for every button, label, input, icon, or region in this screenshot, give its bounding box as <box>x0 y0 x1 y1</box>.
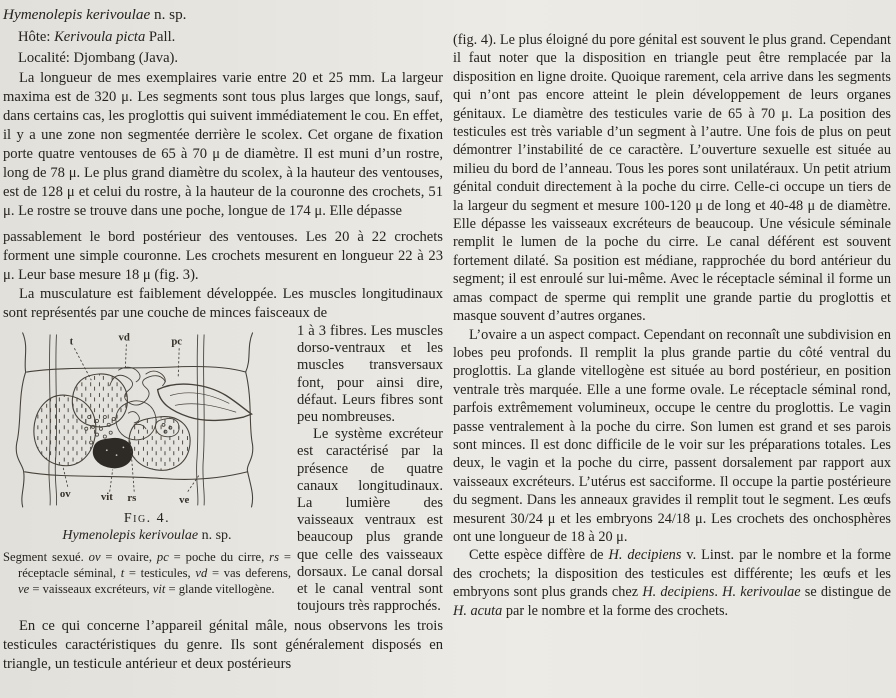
species-title: Hymenolepis kerivoulae n. sp. <box>3 6 187 23</box>
figure-block <box>3 327 291 597</box>
left-column <box>3 5 443 674</box>
paragraph-hooks: passablement le bord postérieur des ventouses. Les 20 à 22 crochets forment une simple couronne. Les crochets mesurent en longueur 22 à 23 μ. Leur base mesure 18 μ (fig. 3). <box>3 229 443 283</box>
figure-label-vit-icon: vit <box>100 491 113 504</box>
figure-label-vd-icon: vd <box>118 331 130 344</box>
paragraph-testes-cirrus: (fig. 4). Le plus éloigné du pore génital est souvent le plus grand. Cependant il faut noter que la disposition en triangle peut être remplacée par la disposition en ligne droite. Quoique rarement, cela arrive dans les segments qui n’ont pas encore atteint le plein développement de leurs organes génitaux. Le diamètre des testicules varie de 65 à 70 μ. La position des testicules est très variable d’un segment à l’autre. Une fois de plus on peut démontrer l’instabilité de ce caractère. L’ouverture sexuelle est située au milieu du bord de l’anneau. Tous les pores sont unilatéraux. Un petit atrium génital conduit directement à la poche du cirre. Celle-ci occupe un tiers de la largeur du segment et mesure 100-120 μ de long et 40-48 μ de diamètre. Elle dépasse les vaisseaux excréteurs de beaucoup. Une vésicule séminale remplit le lumen de la poche du cirre. Le canal déférent est souvent fortement dilaté. Sa position est médiane, rapprochée du bord antérieur du segment; il est enroulé sur lui-même. Avec le réceptacle séminal il forme un amas compact de sperme qui remplit une grande partie du proglottis et masque souvent d’autres organes. <box>453 32 891 325</box>
figure-label-ve-icon: ve <box>179 494 190 507</box>
paragraph-ovary-uterus: L’ovaire a un aspect compact. Cependant on reconnaît une subdivision en lobes peu profonds. Il remplit la plus grande partie du côté ventral du proglottis. La glande vitellogène est située au bord postérieur, en position ventrale très marquée. Elle a une forme ovale. Le réceptacle séminal rond, parfois extrêmement volumineux, occupe le centre du proglottis. Le vagin passe ventralement à la poche du cirre. Son lumen est grand et ses parois sont minces. Il est donc difficile de le voir sur les préparations totales. Les deux, le vagin et la poche du cirre, passent dorsalement par rapport aux vaisseaux excréteurs. L’utérus est sacciforme. Il occupe la partie postérieure du segment. Dans les anneaux gravides il remplit tout le segment. Les œufs mesurent 30/24 μ et les embryons 24/18 μ. Les crochets des onchosphères ont une longueur de 18 à 20 μ. <box>453 326 891 545</box>
figure-number: Fig. 4. <box>123 511 171 526</box>
figure-label-ov-icon: ov <box>59 488 71 501</box>
host-line: Hôte: Kerivoula picta Pall. <box>18 29 176 45</box>
figure-label-rs-icon: rs <box>127 492 137 505</box>
figure-drawing <box>9 327 275 509</box>
cirrus-pouch-shape <box>158 384 252 420</box>
paragraph-musculature-start: La musculature est faiblement développée. Les muscles longitudinaux sont représentés par une couche de minces faisceaux de <box>3 286 443 321</box>
paragraph-dimensions: La longueur de mes exemplaires varie entre 20 et 25 mm. La largeur maxima est de 320 μ. Les segments sont tous plus larges que longs, sauf, dans certains cas, les proglottis qui suivent immédiatement le cou. En effet, il y a une zone non segmentée derrière le scolex. Cet organe de fixation porte quatre ventouses de 65 à 70 μ de diamètre. Il est muni d’un rostre, long de 78 μ. Le plus grand diamètre du scolex, à la hauteur des ventouses, est de 128 μ et celui du rostre, à la hauteur de la couronne des crochets, 51 μ. Le rostre se trouve dans une poche, longue de 174 μ. Elle dépasse <box>3 70 443 219</box>
paragraph-musculature-wrap: 1 à 3 fibres. Les muscles dorso-ventraux et les muscles transversaux font, pour ainsi dire, défaut. Leurs fibres sont peu nombreuses. <box>297 323 443 426</box>
figure-legend: Segment sexué. ov = ovaire, pc = poche du cirre, rs = réceptacle séminal, t = testicules, vd = vas deferens, ve = vaisseaux excréteurs, vit = glande vitellogène. <box>3 550 291 596</box>
paragraph-male-genital: En ce qui concerne l’appareil génital mâle, nous observons les trois testicules caractéristiques du genre. Ils sont généralement disposés en triangle, un testicule antérieur et deux postérieurs <box>3 618 443 673</box>
paragraph-excretory-system: Le système excréteur est caractérisé par la présence de quatre canaux longitudinaux. La lumière des vaisseaux ventraux est beaucoup plus grande que celle des vaisseaux dorsaux. Le canal dorsal et le canal ventral sont toujours très rapprochés. <box>297 426 443 615</box>
figure-label-t-icon: t <box>69 335 74 348</box>
locality-line: Localité: Djombang (Java). <box>18 50 179 66</box>
paragraph-species-comparison: Cette espèce diffère de H. decipiens v. Linst. par le nombre et la forme des crochets; la disposition des testicules est différente; les œufs et les embryons sont plus grands chez H. decipiens. H. kerivoulae se distingue de H. acuta par le nombre et la forme des crochets. <box>453 547 892 619</box>
figure-label-pc-icon: pc <box>171 335 183 348</box>
figure-species-caption: Hymenolepis kerivoulae n. sp. <box>62 528 232 543</box>
vitelline-gland-shape <box>93 438 132 467</box>
right-column <box>453 31 891 620</box>
